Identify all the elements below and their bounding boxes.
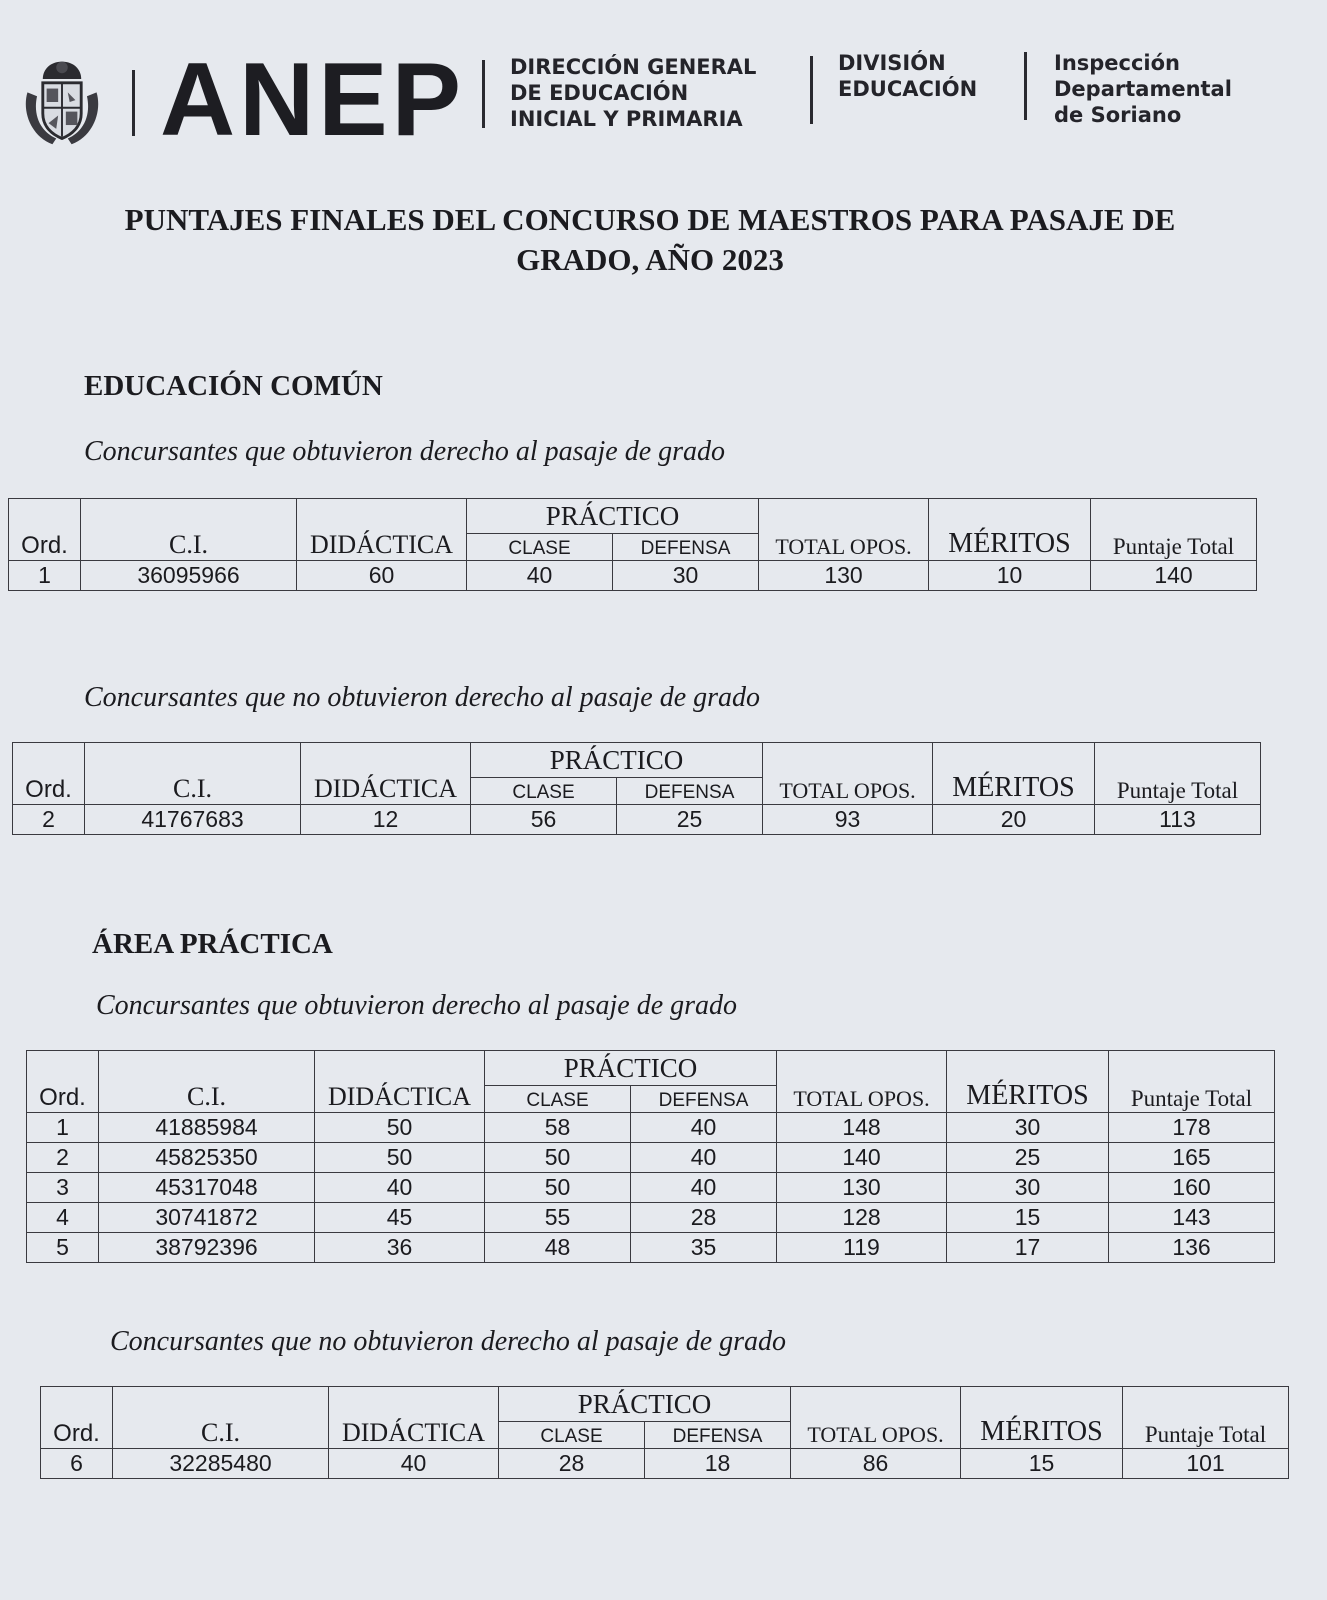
- cell-clase: 55: [485, 1203, 631, 1233]
- header-didactica: DIDÁCTICA: [301, 743, 471, 805]
- cell-didactica: 12: [301, 805, 471, 835]
- header-ord: Ord.: [9, 499, 81, 561]
- cell-total-opos: 128: [777, 1203, 947, 1233]
- header-defensa: DEFENSA: [613, 534, 759, 561]
- header-clase: CLASE: [485, 1086, 631, 1113]
- header-total-opos: TOTAL OPOS.: [759, 499, 929, 561]
- header-divider: [132, 70, 135, 136]
- dgeip-line: DE EDUCACIÓN: [510, 81, 689, 105]
- cell-meritos: 17: [947, 1233, 1109, 1263]
- cell-defensa: 25: [617, 805, 763, 835]
- cell-clase: 40: [467, 561, 613, 591]
- cell-ord: 4: [27, 1203, 99, 1233]
- table-row: [27, 1203, 1275, 1233]
- cell-meritos: 30: [947, 1173, 1109, 1203]
- cell-ci: 45317048: [99, 1173, 315, 1203]
- cell-puntaje-total: 178: [1109, 1113, 1275, 1143]
- header-defensa: DEFENSA: [631, 1086, 777, 1113]
- header-meritos: MÉRITOS: [961, 1387, 1123, 1449]
- header-clase: CLASE: [499, 1422, 645, 1449]
- cell-defensa: 35: [631, 1233, 777, 1263]
- section-heading: ÁREA PRÁCTICA: [92, 928, 333, 960]
- header-ci: C.I.: [99, 1051, 315, 1113]
- header-ord: Ord.: [27, 1051, 99, 1113]
- cell-ord: 5: [27, 1233, 99, 1263]
- header-puntaje-total: Puntaje Total: [1123, 1387, 1289, 1449]
- header-ord: Ord.: [41, 1387, 113, 1449]
- cell-puntaje-total: 165: [1109, 1143, 1275, 1173]
- cell-didactica: 36: [315, 1233, 485, 1263]
- cell-total-opos: 93: [763, 805, 933, 835]
- cell-meritos: 30: [947, 1113, 1109, 1143]
- header-divider: [1024, 52, 1027, 120]
- cell-ord: 6: [41, 1449, 113, 1479]
- header-practico: PRÁCTICO: [485, 1051, 777, 1086]
- header-practico: PRÁCTICO: [471, 743, 763, 778]
- header-meritos: MÉRITOS: [933, 743, 1095, 805]
- table-row: [41, 1449, 1289, 1479]
- header-ord: Ord.: [13, 743, 85, 805]
- table-header-row: [41, 1387, 1289, 1422]
- header-meritos: MÉRITOS: [947, 1051, 1109, 1113]
- cell-meritos: 10: [929, 561, 1091, 591]
- cell-total-opos: 119: [777, 1233, 947, 1263]
- header-ci: C.I.: [81, 499, 297, 561]
- cell-didactica: 45: [315, 1203, 485, 1233]
- title-line: GRADO, AÑO 2023: [516, 242, 784, 277]
- uruguay-coat-of-arms-icon: [14, 54, 110, 150]
- cell-defensa: 40: [631, 1143, 777, 1173]
- cell-puntaje-total: 143: [1109, 1203, 1275, 1233]
- header-practico: PRÁCTICO: [499, 1387, 791, 1422]
- header-ci: C.I.: [113, 1387, 329, 1449]
- cell-defensa: 40: [631, 1173, 777, 1203]
- cell-puntaje-total: 140: [1091, 561, 1257, 591]
- header-clase: CLASE: [467, 534, 613, 561]
- scores-table: [8, 498, 1257, 591]
- cell-total-opos: 140: [777, 1143, 947, 1173]
- cell-ord: 1: [9, 561, 81, 591]
- division-line: DIVISIÓN: [838, 51, 946, 75]
- cell-total-opos: 86: [791, 1449, 961, 1479]
- cell-total-opos: 130: [777, 1173, 947, 1203]
- header-puntaje-total: Puntaje Total: [1095, 743, 1261, 805]
- anep-logo-text: ANEP: [160, 42, 465, 158]
- cell-defensa: 30: [613, 561, 759, 591]
- cell-meritos: 15: [947, 1203, 1109, 1233]
- section-heading: EDUCACIÓN COMÚN: [84, 370, 383, 402]
- cell-ci: 36095966: [81, 561, 297, 591]
- cell-total-opos: 148: [777, 1113, 947, 1143]
- dgeip-line: INICIAL Y PRIMARIA: [510, 107, 743, 131]
- table-row: [27, 1233, 1275, 1263]
- header-didactica: DIDÁCTICA: [297, 499, 467, 561]
- header-total-opos: TOTAL OPOS.: [777, 1051, 947, 1113]
- scores-table: [12, 742, 1261, 835]
- cell-ci: 32285480: [113, 1449, 329, 1479]
- cell-clase: 58: [485, 1113, 631, 1143]
- document-title: [60, 200, 1240, 280]
- cell-ci: 41885984: [99, 1113, 315, 1143]
- group-caption: Concursantes que obtuvieron derecho al pasaje de grado: [84, 436, 726, 467]
- header-divider: [810, 56, 813, 124]
- cell-defensa: 28: [631, 1203, 777, 1233]
- cell-clase: 56: [471, 805, 617, 835]
- cell-ci: 45825350: [99, 1143, 315, 1173]
- scores-table: [40, 1386, 1289, 1479]
- table-row: [13, 805, 1261, 835]
- division-line: EDUCACIÓN: [838, 77, 978, 101]
- cell-meritos: 15: [961, 1449, 1123, 1479]
- letterhead: [14, 42, 1314, 158]
- cell-ord: 1: [27, 1113, 99, 1143]
- inspeccion-line: de Soriano: [1054, 103, 1182, 127]
- header-total-opos: TOTAL OPOS.: [763, 743, 933, 805]
- cell-meritos: 25: [947, 1143, 1109, 1173]
- cell-ci: 41767683: [85, 805, 301, 835]
- cell-puntaje-total: 160: [1109, 1173, 1275, 1203]
- cell-didactica: 50: [315, 1143, 485, 1173]
- inspeccion-line: Inspección: [1054, 51, 1181, 75]
- header-didactica: DIDÁCTICA: [315, 1051, 485, 1113]
- inspeccion-line: Departamental: [1054, 77, 1232, 101]
- cell-puntaje-total: 101: [1123, 1449, 1289, 1479]
- cell-clase: 28: [499, 1449, 645, 1479]
- group-caption: Concursantes que no obtuvieron derecho al pasaje de grado: [84, 682, 761, 713]
- header-ci: C.I.: [85, 743, 301, 805]
- inspeccion-label: [1054, 50, 1232, 128]
- table-header-row: [9, 499, 1257, 534]
- scores-table: [26, 1050, 1275, 1263]
- cell-defensa: 40: [631, 1113, 777, 1143]
- cell-ord: 2: [13, 805, 85, 835]
- cell-didactica: 40: [315, 1173, 485, 1203]
- header-clase: CLASE: [471, 778, 617, 805]
- header-total-opos: TOTAL OPOS.: [791, 1387, 961, 1449]
- cell-clase: 50: [485, 1143, 631, 1173]
- cell-didactica: 60: [297, 561, 467, 591]
- table-row: [27, 1143, 1275, 1173]
- table-row: [9, 561, 1257, 591]
- cell-didactica: 50: [315, 1113, 485, 1143]
- cell-ord: 2: [27, 1143, 99, 1173]
- header-puntaje-total: Puntaje Total: [1091, 499, 1257, 561]
- header-divider: [482, 60, 485, 128]
- table-row: [27, 1113, 1275, 1143]
- table-header-row: [13, 743, 1261, 778]
- header-defensa: DEFENSA: [617, 778, 763, 805]
- cell-total-opos: 130: [759, 561, 929, 591]
- cell-ci: 38792396: [99, 1233, 315, 1263]
- cell-clase: 48: [485, 1233, 631, 1263]
- header-puntaje-total: Puntaje Total: [1109, 1051, 1275, 1113]
- table-header-row: [27, 1051, 1275, 1086]
- cell-puntaje-total: 136: [1109, 1233, 1275, 1263]
- cell-defensa: 18: [645, 1449, 791, 1479]
- cell-ci: 30741872: [99, 1203, 315, 1233]
- group-caption: Concursantes que obtuvieron derecho al pasaje de grado: [96, 990, 738, 1021]
- cell-meritos: 20: [933, 805, 1095, 835]
- cell-didactica: 40: [329, 1449, 499, 1479]
- header-didactica: DIDÁCTICA: [329, 1387, 499, 1449]
- header-practico: PRÁCTICO: [467, 499, 759, 534]
- cell-clase: 50: [485, 1173, 631, 1203]
- table-row: [27, 1173, 1275, 1203]
- title-line: PUNTAJES FINALES DEL CONCURSO DE MAESTROS PARA PASAJE DE: [124, 202, 1176, 237]
- cell-puntaje-total: 113: [1095, 805, 1261, 835]
- dgeip-label: [510, 54, 756, 132]
- header-defensa: DEFENSA: [645, 1422, 791, 1449]
- group-caption: Concursantes que no obtuvieron derecho al pasaje de grado: [110, 1326, 787, 1357]
- cell-ord: 3: [27, 1173, 99, 1203]
- dgeip-line: DIRECCIÓN GENERAL: [510, 55, 757, 79]
- header-meritos: MÉRITOS: [929, 499, 1091, 561]
- division-label: [838, 50, 977, 102]
